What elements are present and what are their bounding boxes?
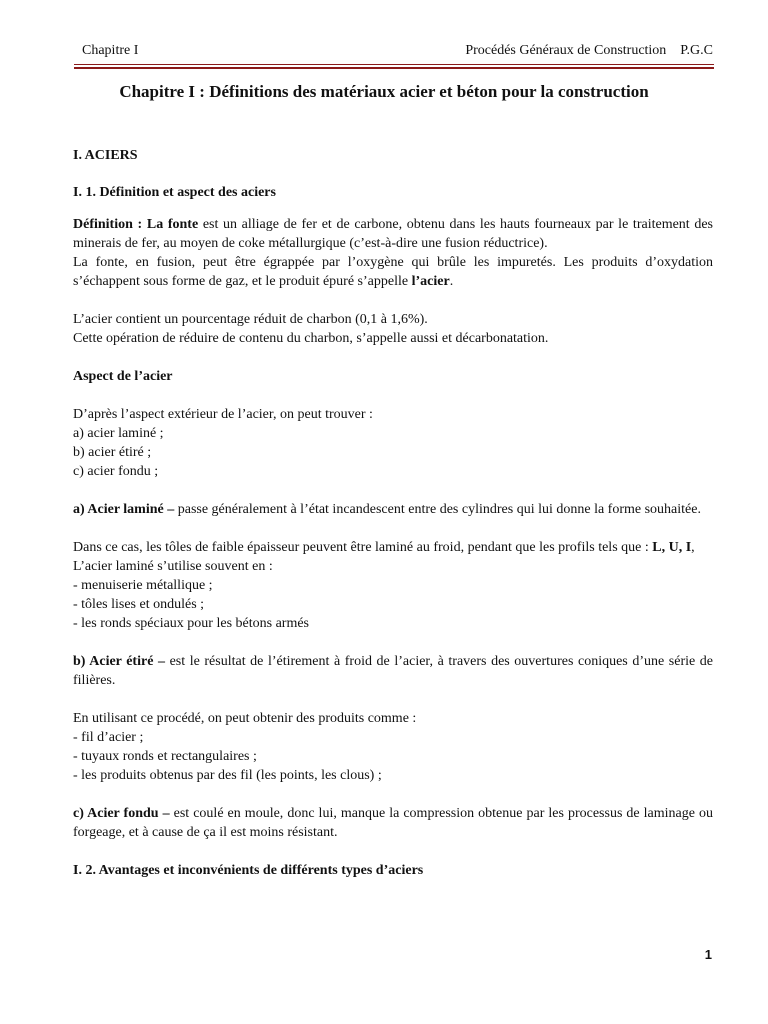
subsection-heading-2: I. 2. Avantages et inconvénients de différents types d’aciers xyxy=(73,863,424,878)
profiles-term: L, U, I xyxy=(652,540,692,555)
document-body xyxy=(73,146,713,880)
fonte-paragraph xyxy=(73,253,713,291)
lamine-p2-end: , xyxy=(691,540,695,555)
list-item: c) acier fondu ; xyxy=(73,464,159,479)
list-item: a) acier laminé ; xyxy=(73,426,164,441)
acier-term: l’acier xyxy=(411,274,450,289)
lamine-use: L’acier laminé s’utilise souvent en : xyxy=(73,559,273,574)
header-chapter: Chapitre I xyxy=(82,43,139,58)
definition-text: est un alliage de fer et de carbone, obtenu dans les hauts fourneaux par le traitement des minerais de fer, au moyen de coke métallurgique (c’est-à-dire une fusion réductrice). xyxy=(73,217,713,251)
fonte-text: La fonte, en fusion, peut être égrappée par l’oxygène qui brûle les impuretés. Les produits d’oxydation s’échappent sous forme de gaz, et le produit épuré s’appelle xyxy=(73,255,713,289)
list-item: - tuyaux ronds et rectangulaires ; xyxy=(73,749,257,764)
lamine-paragraph-2 xyxy=(73,538,713,557)
fondu-paragraph xyxy=(73,804,713,842)
list-item: - les ronds spéciaux pour les bétons armés xyxy=(73,616,309,631)
page-title: Chapitre I : Définitions des matériaux acier et béton pour la construction xyxy=(119,82,649,101)
header-rule-thick xyxy=(74,67,714,69)
subsection-heading-1: I. 1. Définition et aspect des aciers xyxy=(73,185,276,200)
list-item: b) acier étiré ; xyxy=(73,445,152,460)
definition-paragraph xyxy=(73,215,713,253)
list-item: - tôles lises et ondulés ; xyxy=(73,597,205,612)
list-item: - fil d’acier ; xyxy=(73,730,144,745)
header-course: Procédés Généraux de Construction P.G.C xyxy=(465,43,713,58)
fonte-end: . xyxy=(449,274,454,289)
list-item: - les produits obtenus par des fil (les points, les clous) ; xyxy=(73,768,382,783)
section-heading: I. ACIERS xyxy=(73,148,138,163)
etire-lead: b) Acier étiré – xyxy=(73,654,165,669)
aspect-intro: D’après l’aspect extérieur de l’acier, on peut trouver : xyxy=(73,407,373,422)
lamine-paragraph xyxy=(73,500,713,519)
header-rule xyxy=(74,64,714,65)
page-number: 1 xyxy=(704,947,712,962)
etire-intro: En utilisant ce procédé, on peut obtenir des produits comme : xyxy=(73,711,417,726)
lamine-text: passe généralement à l’état incandescent entre des cylindres qui lui donne la forme souhaitée. xyxy=(174,502,701,517)
lamine-p2-text: Dans ce cas, les tôles de faible épaisseur peuvent être laminé au froid, pendant que les profils tels que : xyxy=(73,540,653,555)
definition-lead: Définition : La fonte xyxy=(73,217,199,232)
etire-paragraph xyxy=(73,652,713,690)
carbon-line-2: Cette opération de réduire de contenu du charbon, s’appelle aussi et décarbonatation. xyxy=(73,331,549,346)
etire-text: est le résultat de l’étirement à froid de l’acier, à travers des ouvertures coniques d’une série de filières. xyxy=(73,654,713,688)
fondu-text: est coulé en moule, donc lui, manque la compression obtenue par les processus de laminage ou forgeage, et à cause de ça il est moins résistant. xyxy=(73,806,714,840)
fondu-lead: c) Acier fondu – xyxy=(73,806,170,821)
aspect-heading: Aspect de l’acier xyxy=(73,369,173,384)
carbon-line-1: L’acier contient un pourcentage réduit de charbon (0,1 à 1,6%). xyxy=(73,312,428,327)
list-item: - menuiserie métallique ; xyxy=(73,578,213,593)
lamine-lead: a) Acier laminé – xyxy=(73,502,175,517)
